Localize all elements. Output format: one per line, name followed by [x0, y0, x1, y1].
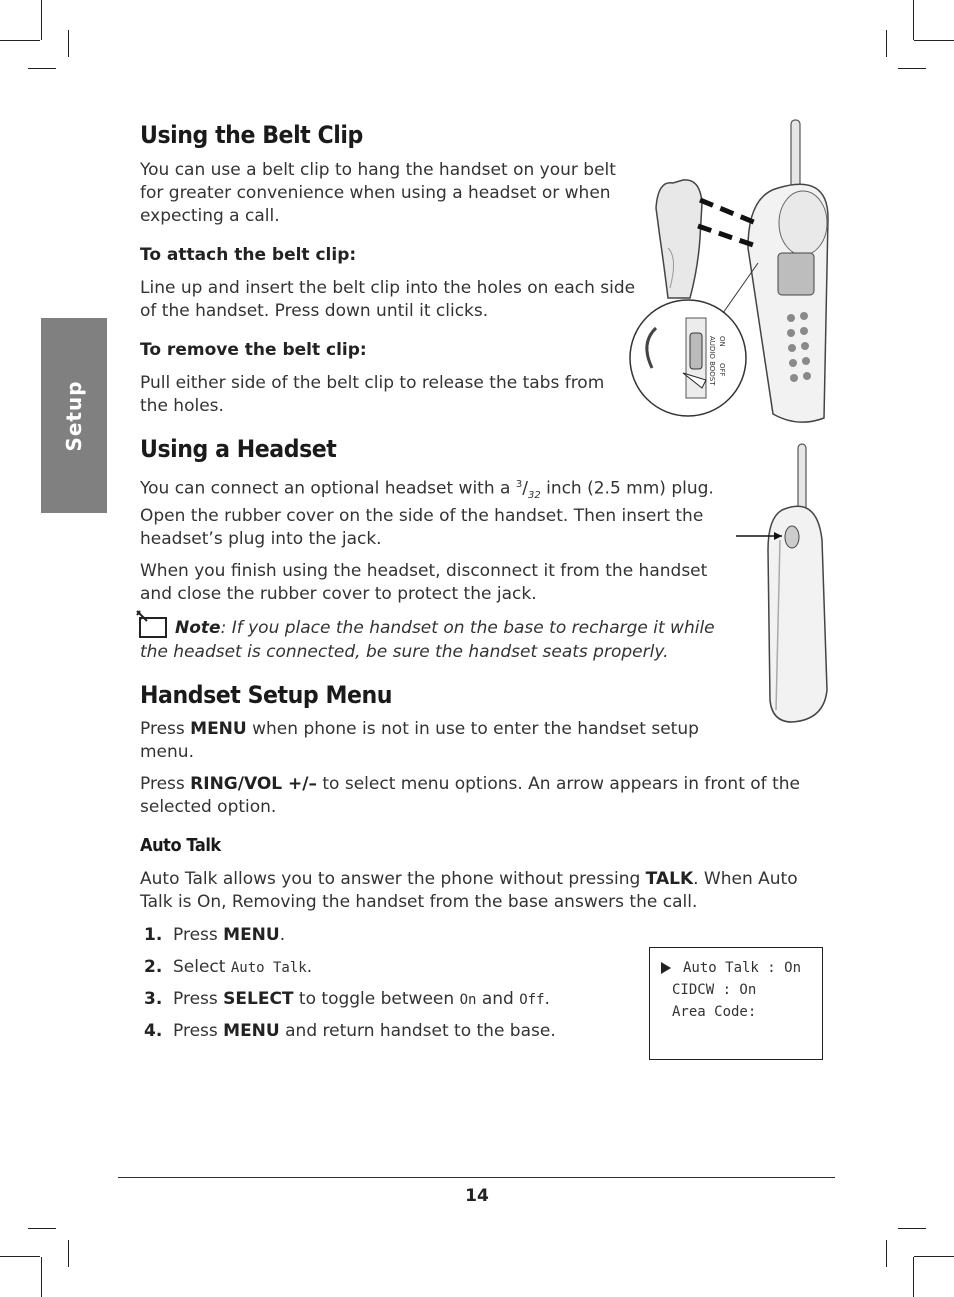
- menu-key-label: MENU: [190, 719, 247, 739]
- headset-open-line: Open the rubber cover on the side of the handset. Then insert the: [140, 506, 704, 526]
- lcd-line: Area Code:: [672, 1004, 757, 1020]
- crop-mark: [898, 68, 926, 69]
- belt-clip-illustration: [628, 118, 834, 430]
- setup-p2-c: to select menu options. An arrow appears in front of the: [316, 774, 800, 794]
- crop-mark: [28, 1228, 56, 1229]
- lcd-option-text: Off: [519, 992, 545, 1008]
- crop-mark: [914, 40, 954, 41]
- note-text: : If you place the handset on the base to recharge it while: [220, 618, 715, 638]
- side-tab-label: Setup: [62, 379, 86, 452]
- headset-open-line: headset’s plug into the jack.: [140, 529, 382, 549]
- headset-plug-text: You can connect an optional headset with a $^3/_{32}$ inch (2.5 mm) plug.: [140, 478, 714, 502]
- crop-mark: [913, 0, 914, 40]
- switch-off-label: OFF: [718, 363, 726, 377]
- setup-menu-p1-line2: menu.: [140, 742, 194, 762]
- setup-menu-p2: [140, 773, 800, 796]
- crop-mark: [0, 40, 40, 41]
- note-line: [175, 617, 715, 640]
- headset-finish-line: and close the rubber cover to protect the jack.: [140, 584, 537, 604]
- setup-p1-a: Press: [140, 719, 191, 739]
- auto-talk-steps: [144, 925, 556, 1053]
- crop-mark: [0, 1256, 40, 1257]
- remove-text-line: Pull either side of the belt clip to release the tabs from: [140, 373, 605, 393]
- lcd-option-text: Auto Talk: [230, 960, 307, 976]
- setup-menu-p1: [140, 718, 699, 741]
- step-number: 1.: [144, 925, 163, 945]
- auto-talk-desc: [140, 868, 798, 891]
- belt-clip-intro-line: for greater convenience when using a headset or when: [140, 183, 611, 203]
- attach-heading: To attach the belt clip:: [140, 245, 357, 265]
- section-side-tab: [41, 318, 107, 513]
- step-item: [144, 925, 556, 957]
- crop-mark: [898, 1228, 926, 1229]
- crop-mark: [68, 1240, 69, 1267]
- selection-arrow-icon: [661, 962, 671, 974]
- switch-on-label: ON: [718, 336, 726, 347]
- step-item: [144, 989, 556, 1021]
- fraction-denominator: 32: [527, 490, 541, 502]
- step-text: .: [544, 989, 550, 1009]
- note-line: the headset is connected, be sure the handset seats properly.: [140, 642, 669, 662]
- step-text: Select: [173, 957, 231, 977]
- step-text: Press: [173, 1021, 224, 1041]
- headset-plug-text-a: You can connect an optional headset with a: [140, 478, 516, 499]
- step-text: .: [306, 957, 313, 977]
- fraction-numerator: 3: [515, 479, 523, 490]
- remove-text-line: the holes.: [140, 396, 224, 416]
- attach-text-line: Line up and insert the belt clip into the holes on each side: [140, 278, 636, 298]
- attach-text-line: of the handset. Press down until it clicks.: [140, 301, 489, 321]
- audio-boost-label: AUDIO BOOST: [708, 336, 716, 386]
- lcd-line: CIDCW : On: [672, 982, 757, 998]
- headset-plug-text-b: inch (2.5 mm) plug.: [540, 478, 714, 499]
- auto-talk-desc-a: Auto Talk allows you to answer the phone without pressing: [140, 869, 646, 889]
- belt-clip-intro-line: expecting a call.: [140, 206, 280, 226]
- crop-mark: [886, 30, 887, 57]
- setup-menu-p2-line2: selected option.: [140, 797, 277, 817]
- lcd-line: Auto Talk : On: [683, 960, 802, 976]
- step-key: MENU: [223, 925, 280, 945]
- talk-key-label: TALK: [645, 869, 694, 889]
- step-key: SELECT: [223, 989, 294, 1009]
- step-number: 4.: [144, 1021, 163, 1041]
- crop-mark: [41, 1257, 42, 1297]
- heading-setup-menu: Handset Setup Menu: [140, 681, 393, 709]
- heading-auto-talk: Auto Talk: [140, 835, 221, 856]
- step-number: 2.: [144, 957, 163, 977]
- lcd-display: [649, 947, 823, 1060]
- crop-mark: [41, 0, 42, 40]
- setup-p2-a: Press: [140, 774, 191, 794]
- step-text: Press: [173, 989, 224, 1009]
- footer-divider: [118, 1177, 835, 1178]
- heading-belt-clip: Using the Belt Clip: [140, 121, 363, 149]
- page-number: 14: [465, 1186, 489, 1206]
- auto-talk-desc-line2: Talk is On, Removing the handset from the base answers the call.: [140, 892, 698, 912]
- belt-clip-intro-line: You can use a belt clip to hang the handset on your belt: [140, 160, 616, 180]
- setup-p1-c: when phone is not in use to enter the handset setup: [246, 719, 699, 739]
- headset-finish-line: When you finish using the headset, disconnect it from the handset: [140, 561, 708, 581]
- step-number: 3.: [144, 989, 163, 1009]
- step-key: MENU: [223, 1021, 280, 1041]
- remove-heading: To remove the belt clip:: [140, 340, 367, 360]
- crop-mark: [886, 1240, 887, 1267]
- step-text: .: [279, 925, 286, 945]
- step-item: [144, 957, 556, 989]
- crop-mark: [28, 68, 56, 69]
- ring-vol-key-label: RING/VOL +/–: [190, 774, 317, 794]
- crop-mark: [913, 1257, 914, 1297]
- auto-talk-desc-c: . When Auto: [693, 869, 798, 889]
- note-label: Note: [175, 618, 221, 638]
- crop-mark: [68, 30, 69, 57]
- step-text: to toggle between: [293, 989, 460, 1009]
- headset-jack-illustration: [732, 440, 832, 726]
- step-text: and return handset to the base.: [279, 1021, 556, 1041]
- step-text: Press: [173, 925, 224, 945]
- heading-headset: Using a Headset: [140, 435, 337, 463]
- lcd-option-text: On: [459, 992, 477, 1008]
- step-text: and: [476, 989, 520, 1009]
- note-icon: [134, 608, 168, 640]
- crop-mark: [914, 1256, 954, 1257]
- step-item: [144, 1021, 556, 1053]
